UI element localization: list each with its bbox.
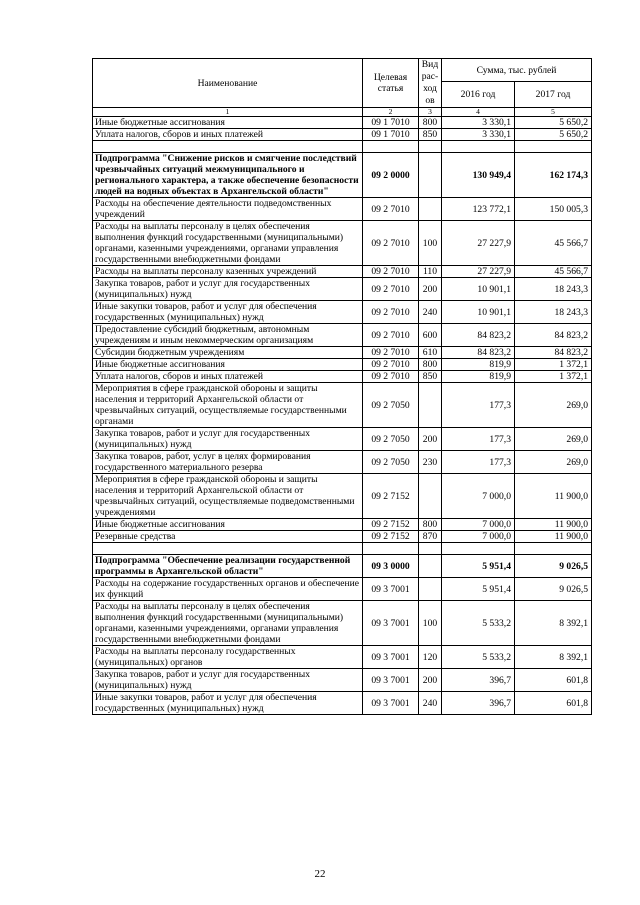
row-name: Предоставление субсидий бюджетным, автономным учреждениям и иным некоммерческим организациям: [93, 324, 363, 347]
row-value-2017: 18 243,3: [515, 301, 592, 324]
index-cell: 4: [442, 108, 515, 117]
table-row: [93, 117, 592, 129]
row-value-2016: 7 000,0: [442, 531, 515, 543]
row-name: Иные бюджетные ассигнования: [93, 519, 363, 531]
row-code: 09 2 7010: [363, 324, 419, 347]
row-value-2017: 9 026,5: [515, 578, 592, 601]
table-row: [93, 646, 592, 669]
row-value-2016: 177,3: [442, 383, 515, 428]
header-kind: Вид рас-ходов: [419, 59, 442, 108]
row-value-2016: 177,3: [442, 428, 515, 451]
row-value-2016: 84 823,2: [442, 324, 515, 347]
row-value-2017: 11 900,0: [515, 531, 592, 543]
row-value-2017: 5 650,2: [515, 117, 592, 129]
row-kind: 600: [419, 324, 442, 347]
row-kind: 200: [419, 428, 442, 451]
row-code: 09 2 7010: [363, 371, 419, 383]
row-code: 09 2 0000: [363, 153, 419, 198]
row-value-2017: 8 392,1: [515, 601, 592, 646]
row-value-2016: 7 000,0: [442, 474, 515, 519]
table-row: [93, 371, 592, 383]
spacer-row: [93, 543, 592, 555]
row-value-2016: 5 951,4: [442, 578, 515, 601]
header-target: Целевая статья: [363, 59, 419, 108]
row-code: 09 3 7001: [363, 669, 419, 692]
header-year-2017: 2017 год: [515, 82, 592, 108]
row-kind: 870: [419, 531, 442, 543]
row-kind: 610: [419, 347, 442, 359]
table-row: [93, 531, 592, 543]
row-value-2016: 5 533,2: [442, 646, 515, 669]
row-kind: 800: [419, 519, 442, 531]
row-name: Расходы на выплаты персоналу государственных (муниципальных) органов: [93, 646, 363, 669]
row-code: 09 2 7010: [363, 359, 419, 371]
header-row: [93, 59, 592, 82]
row-name: Субсидии бюджетным учреждениям: [93, 347, 363, 359]
row-value-2017: 84 823,2: [515, 324, 592, 347]
row-value-2016: 130 949,4: [442, 153, 515, 198]
index-cell: 5: [515, 108, 592, 117]
row-kind: 100: [419, 601, 442, 646]
row-kind: 230: [419, 451, 442, 474]
row-code: 09 3 7001: [363, 692, 419, 715]
table-row: [93, 383, 592, 428]
header-sum: Сумма, тыс. рублей: [442, 59, 592, 82]
row-name: Подпрограмма "Снижение рисков и смягчение последствий чрезвычайных ситуаций межмуниципального и регионального характера, а также обеспечение безопасности людей на водных объектах в Архангельской области": [93, 153, 363, 198]
row-value-2016: 396,7: [442, 669, 515, 692]
row-value-2017: 84 823,2: [515, 347, 592, 359]
table-row: [93, 347, 592, 359]
row-kind: 850: [419, 129, 442, 141]
row-code: 09 3 0000: [363, 555, 419, 578]
row-name: Закупка товаров, работ и услуг для государственных (муниципальных) нужд: [93, 278, 363, 301]
row-name: Закупка товаров, работ, услуг в целях формирования государственного материального резерва: [93, 451, 363, 474]
spacer-row: [93, 141, 592, 153]
row-value-2017: 269,0: [515, 428, 592, 451]
subprogram-row: [93, 153, 592, 198]
table-row: [93, 692, 592, 715]
row-value-2017: 269,0: [515, 383, 592, 428]
row-kind: 240: [419, 692, 442, 715]
row-code: 09 2 7010: [363, 301, 419, 324]
table-row: [93, 601, 592, 646]
row-name: Мероприятия в сфере гражданской обороны и защиты населения и территорий Архангельской области от чрезвычайных ситуаций, осуществляемые государственными органами: [93, 383, 363, 428]
row-value-2016: 396,7: [442, 692, 515, 715]
row-code: 09 2 7050: [363, 428, 419, 451]
row-name: Иные бюджетные ассигнования: [93, 117, 363, 129]
row-name: Иные закупки товаров, работ и услуг для обеспечения государственных (муниципальных) нужд: [93, 301, 363, 324]
index-row: [93, 108, 592, 117]
row-kind: [419, 578, 442, 601]
row-code: 09 3 7001: [363, 646, 419, 669]
row-kind: 100: [419, 221, 442, 266]
row-value-2016: 5 951,4: [442, 555, 515, 578]
row-value-2017: 162 174,3: [515, 153, 592, 198]
row-value-2016: 3 330,1: [442, 117, 515, 129]
table-row: [93, 301, 592, 324]
row-code: 09 3 7001: [363, 578, 419, 601]
table-row: [93, 451, 592, 474]
row-value-2017: 11 900,0: [515, 519, 592, 531]
row-value-2017: 8 392,1: [515, 646, 592, 669]
table-row: [93, 266, 592, 278]
table-row: [93, 221, 592, 266]
row-value-2017: 5 650,2: [515, 129, 592, 141]
table-row: [93, 359, 592, 371]
row-code: 09 1 7010: [363, 117, 419, 129]
row-value-2016: 7 000,0: [442, 519, 515, 531]
row-value-2016: 27 227,9: [442, 266, 515, 278]
row-value-2016: 819,9: [442, 371, 515, 383]
row-value-2016: 3 330,1: [442, 129, 515, 141]
row-value-2017: 601,8: [515, 692, 592, 715]
row-value-2016: 10 901,1: [442, 278, 515, 301]
header-name: Наименование: [93, 59, 363, 108]
row-code: 09 3 7001: [363, 601, 419, 646]
row-kind: 120: [419, 646, 442, 669]
row-kind: [419, 555, 442, 578]
table-row: [93, 474, 592, 519]
row-code: 09 2 7010: [363, 278, 419, 301]
row-value-2016: 5 533,2: [442, 601, 515, 646]
row-name: Расходы на выплаты персоналу казенных учреждений: [93, 266, 363, 278]
header-year-2016: 2016 год: [442, 82, 515, 108]
table-row: [93, 519, 592, 531]
row-value-2016: 84 823,2: [442, 347, 515, 359]
row-name: Расходы на выплаты персоналу в целях обеспечения выполнения функций государственными (муниципальными) органами, казенными учреждениями, органами управления государственными внебюджетными фондами: [93, 221, 363, 266]
row-code: 09 2 7010: [363, 221, 419, 266]
row-kind: 240: [419, 301, 442, 324]
row-kind: [419, 198, 442, 221]
row-value-2017: 18 243,3: [515, 278, 592, 301]
budget-table: [92, 58, 592, 715]
row-name: Расходы на обеспечение деятельности подведомственных учреждений: [93, 198, 363, 221]
row-value-2017: 9 026,5: [515, 555, 592, 578]
row-value-2016: 10 901,1: [442, 301, 515, 324]
row-value-2017: 601,8: [515, 669, 592, 692]
row-name: Подпрограмма "Обеспечение реализации государственной программы в Архангельской области": [93, 555, 363, 578]
row-value-2016: 123 772,1: [442, 198, 515, 221]
row-code: 09 1 7010: [363, 129, 419, 141]
row-value-2017: 45 566,7: [515, 221, 592, 266]
row-name: Мероприятия в сфере гражданской обороны и защиты населения и территорий Архангельской области от чрезвычайных ситуаций, осуществляемые подведомственными учреждениями: [93, 474, 363, 519]
table-row: [93, 428, 592, 451]
row-code: 09 2 7152: [363, 531, 419, 543]
table-row: [93, 129, 592, 141]
table-row: [93, 198, 592, 221]
row-kind: 110: [419, 266, 442, 278]
row-value-2016: 27 227,9: [442, 221, 515, 266]
row-kind: [419, 383, 442, 428]
row-value-2017: 1 372,1: [515, 371, 592, 383]
table-row: [93, 278, 592, 301]
row-code: 09 2 7152: [363, 519, 419, 531]
row-name: Уплата налогов, сборов и иных платежей: [93, 129, 363, 141]
index-cell: 2: [363, 108, 419, 117]
table-row: [93, 669, 592, 692]
row-kind: [419, 474, 442, 519]
row-code: 09 2 7050: [363, 383, 419, 428]
row-name: Расходы на выплаты персоналу в целях обеспечения выполнения функций государственными (муниципальными) органами, казенными учреждениями, органами управления государственными внебюджетными фондами: [93, 601, 363, 646]
index-cell: 3: [419, 108, 442, 117]
row-value-2016: 177,3: [442, 451, 515, 474]
row-kind: 850: [419, 371, 442, 383]
row-name: Расходы на содержание государственных органов и обеспечение их функций: [93, 578, 363, 601]
row-code: 09 2 7010: [363, 266, 419, 278]
row-value-2017: 45 566,7: [515, 266, 592, 278]
row-name: Резервные средства: [93, 531, 363, 543]
row-value-2017: 1 372,1: [515, 359, 592, 371]
row-code: 09 2 7010: [363, 347, 419, 359]
row-name: Иные бюджетные ассигнования: [93, 359, 363, 371]
row-name: Иные закупки товаров, работ и услуг для обеспечения государственных (муниципальных) нужд: [93, 692, 363, 715]
row-kind: [419, 153, 442, 198]
row-code: 09 2 7010: [363, 198, 419, 221]
row-value-2016: 819,9: [442, 359, 515, 371]
row-kind: 800: [419, 359, 442, 371]
row-name: Закупка товаров, работ и услуг для государственных (муниципальных) нужд: [93, 428, 363, 451]
row-kind: 200: [419, 669, 442, 692]
row-value-2017: 150 005,3: [515, 198, 592, 221]
row-kind: 200: [419, 278, 442, 301]
row-value-2017: 11 900,0: [515, 474, 592, 519]
row-code: 09 2 7050: [363, 451, 419, 474]
table-row: [93, 578, 592, 601]
page-number: 22: [314, 868, 326, 880]
row-kind: 800: [419, 117, 442, 129]
index-cell: 1: [93, 108, 363, 117]
table-row: [93, 324, 592, 347]
subprogram-row: [93, 555, 592, 578]
row-code: 09 2 7152: [363, 474, 419, 519]
row-name: Уплата налогов, сборов и иных платежей: [93, 371, 363, 383]
row-name: Закупка товаров, работ и услуг для государственных (муниципальных) нужд: [93, 669, 363, 692]
row-value-2017: 269,0: [515, 451, 592, 474]
